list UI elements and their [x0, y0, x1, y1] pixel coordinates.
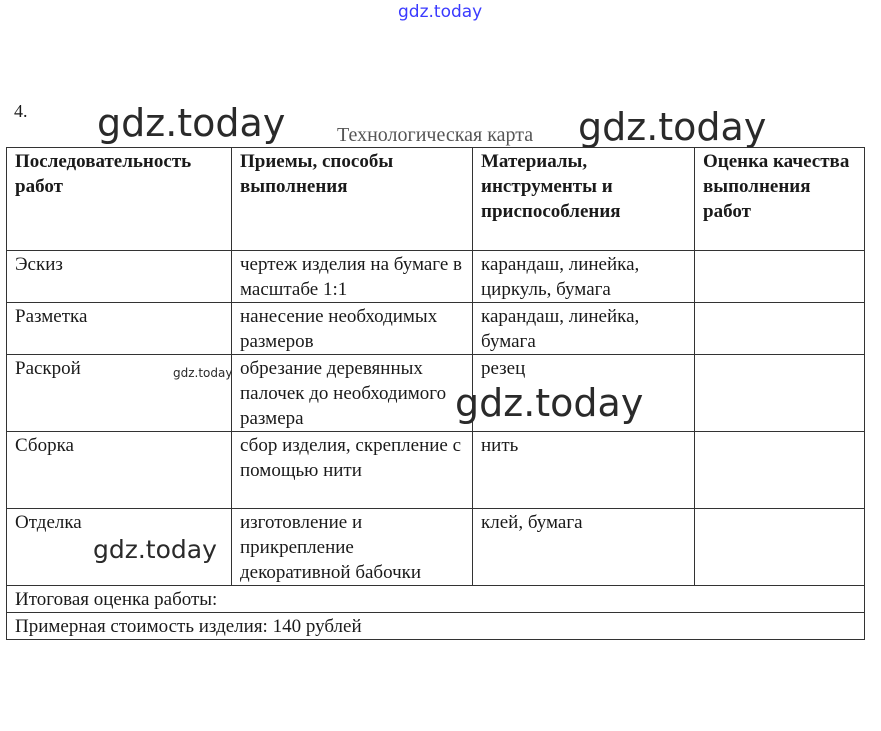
cell-step: Разметка — [7, 303, 232, 355]
cell-step: Сборка — [7, 432, 232, 509]
cell-rating — [695, 355, 865, 432]
table-row — [7, 432, 865, 509]
cell-step: Отделка — [7, 509, 232, 586]
watermark: gdz.today — [93, 535, 217, 564]
header-methods: Приемы, способы выполнения — [232, 148, 473, 251]
technology-card-table — [6, 147, 865, 640]
cell-rating — [695, 303, 865, 355]
table-row — [7, 509, 865, 586]
header-materials: Материалы, инструменты и приспособления — [473, 148, 695, 251]
card-title: Технологическая карта — [337, 124, 534, 146]
table-row — [7, 303, 865, 355]
cell-rating — [695, 432, 865, 509]
table-header-row — [7, 148, 865, 251]
cell-rating — [695, 509, 865, 586]
header-rating: Оценка качества выполнения работ — [695, 148, 865, 251]
cell-materials: нить — [473, 432, 695, 509]
total-rating-row — [7, 586, 865, 613]
watermark-top: gdz.today — [398, 2, 483, 22]
cell-materials: карандаш, линейка, циркуль, бумага — [473, 251, 695, 303]
total-rating: Итоговая оценка работы: — [7, 586, 865, 613]
table-row — [7, 251, 865, 303]
cell-method: нанесение необходимых размеров — [232, 303, 473, 355]
cell-materials: карандаш, линейка, бумага — [473, 303, 695, 355]
cell-materials: клей, бумага — [473, 509, 695, 586]
watermark: gdz.today — [173, 366, 233, 380]
approx-cost-row — [7, 613, 865, 640]
task-number: 4. — [14, 101, 28, 121]
cell-step: Раскрой — [7, 355, 232, 432]
watermark: gdz.today — [455, 381, 644, 425]
watermark: gdz.today — [97, 101, 286, 145]
cell-materials: резец — [473, 355, 695, 432]
cell-method: чертеж изделия на бумаге в масштабе 1:1 — [232, 251, 473, 303]
approx-cost: Примерная стоимость изделия: 140 рублей — [7, 613, 865, 640]
cell-method: изготовление и прикрепление декоративной бабочки — [232, 509, 473, 586]
cell-method: сбор изделия, скрепление с помощью нити — [232, 432, 473, 509]
cell-method: обрезание деревянных палочек до необходимого размера — [232, 355, 473, 432]
watermark: gdz.today — [578, 105, 767, 149]
table-row — [7, 355, 865, 432]
cell-step: Эскиз — [7, 251, 232, 303]
cell-rating — [695, 251, 865, 303]
header-sequence: Последовательность работ — [7, 148, 232, 251]
